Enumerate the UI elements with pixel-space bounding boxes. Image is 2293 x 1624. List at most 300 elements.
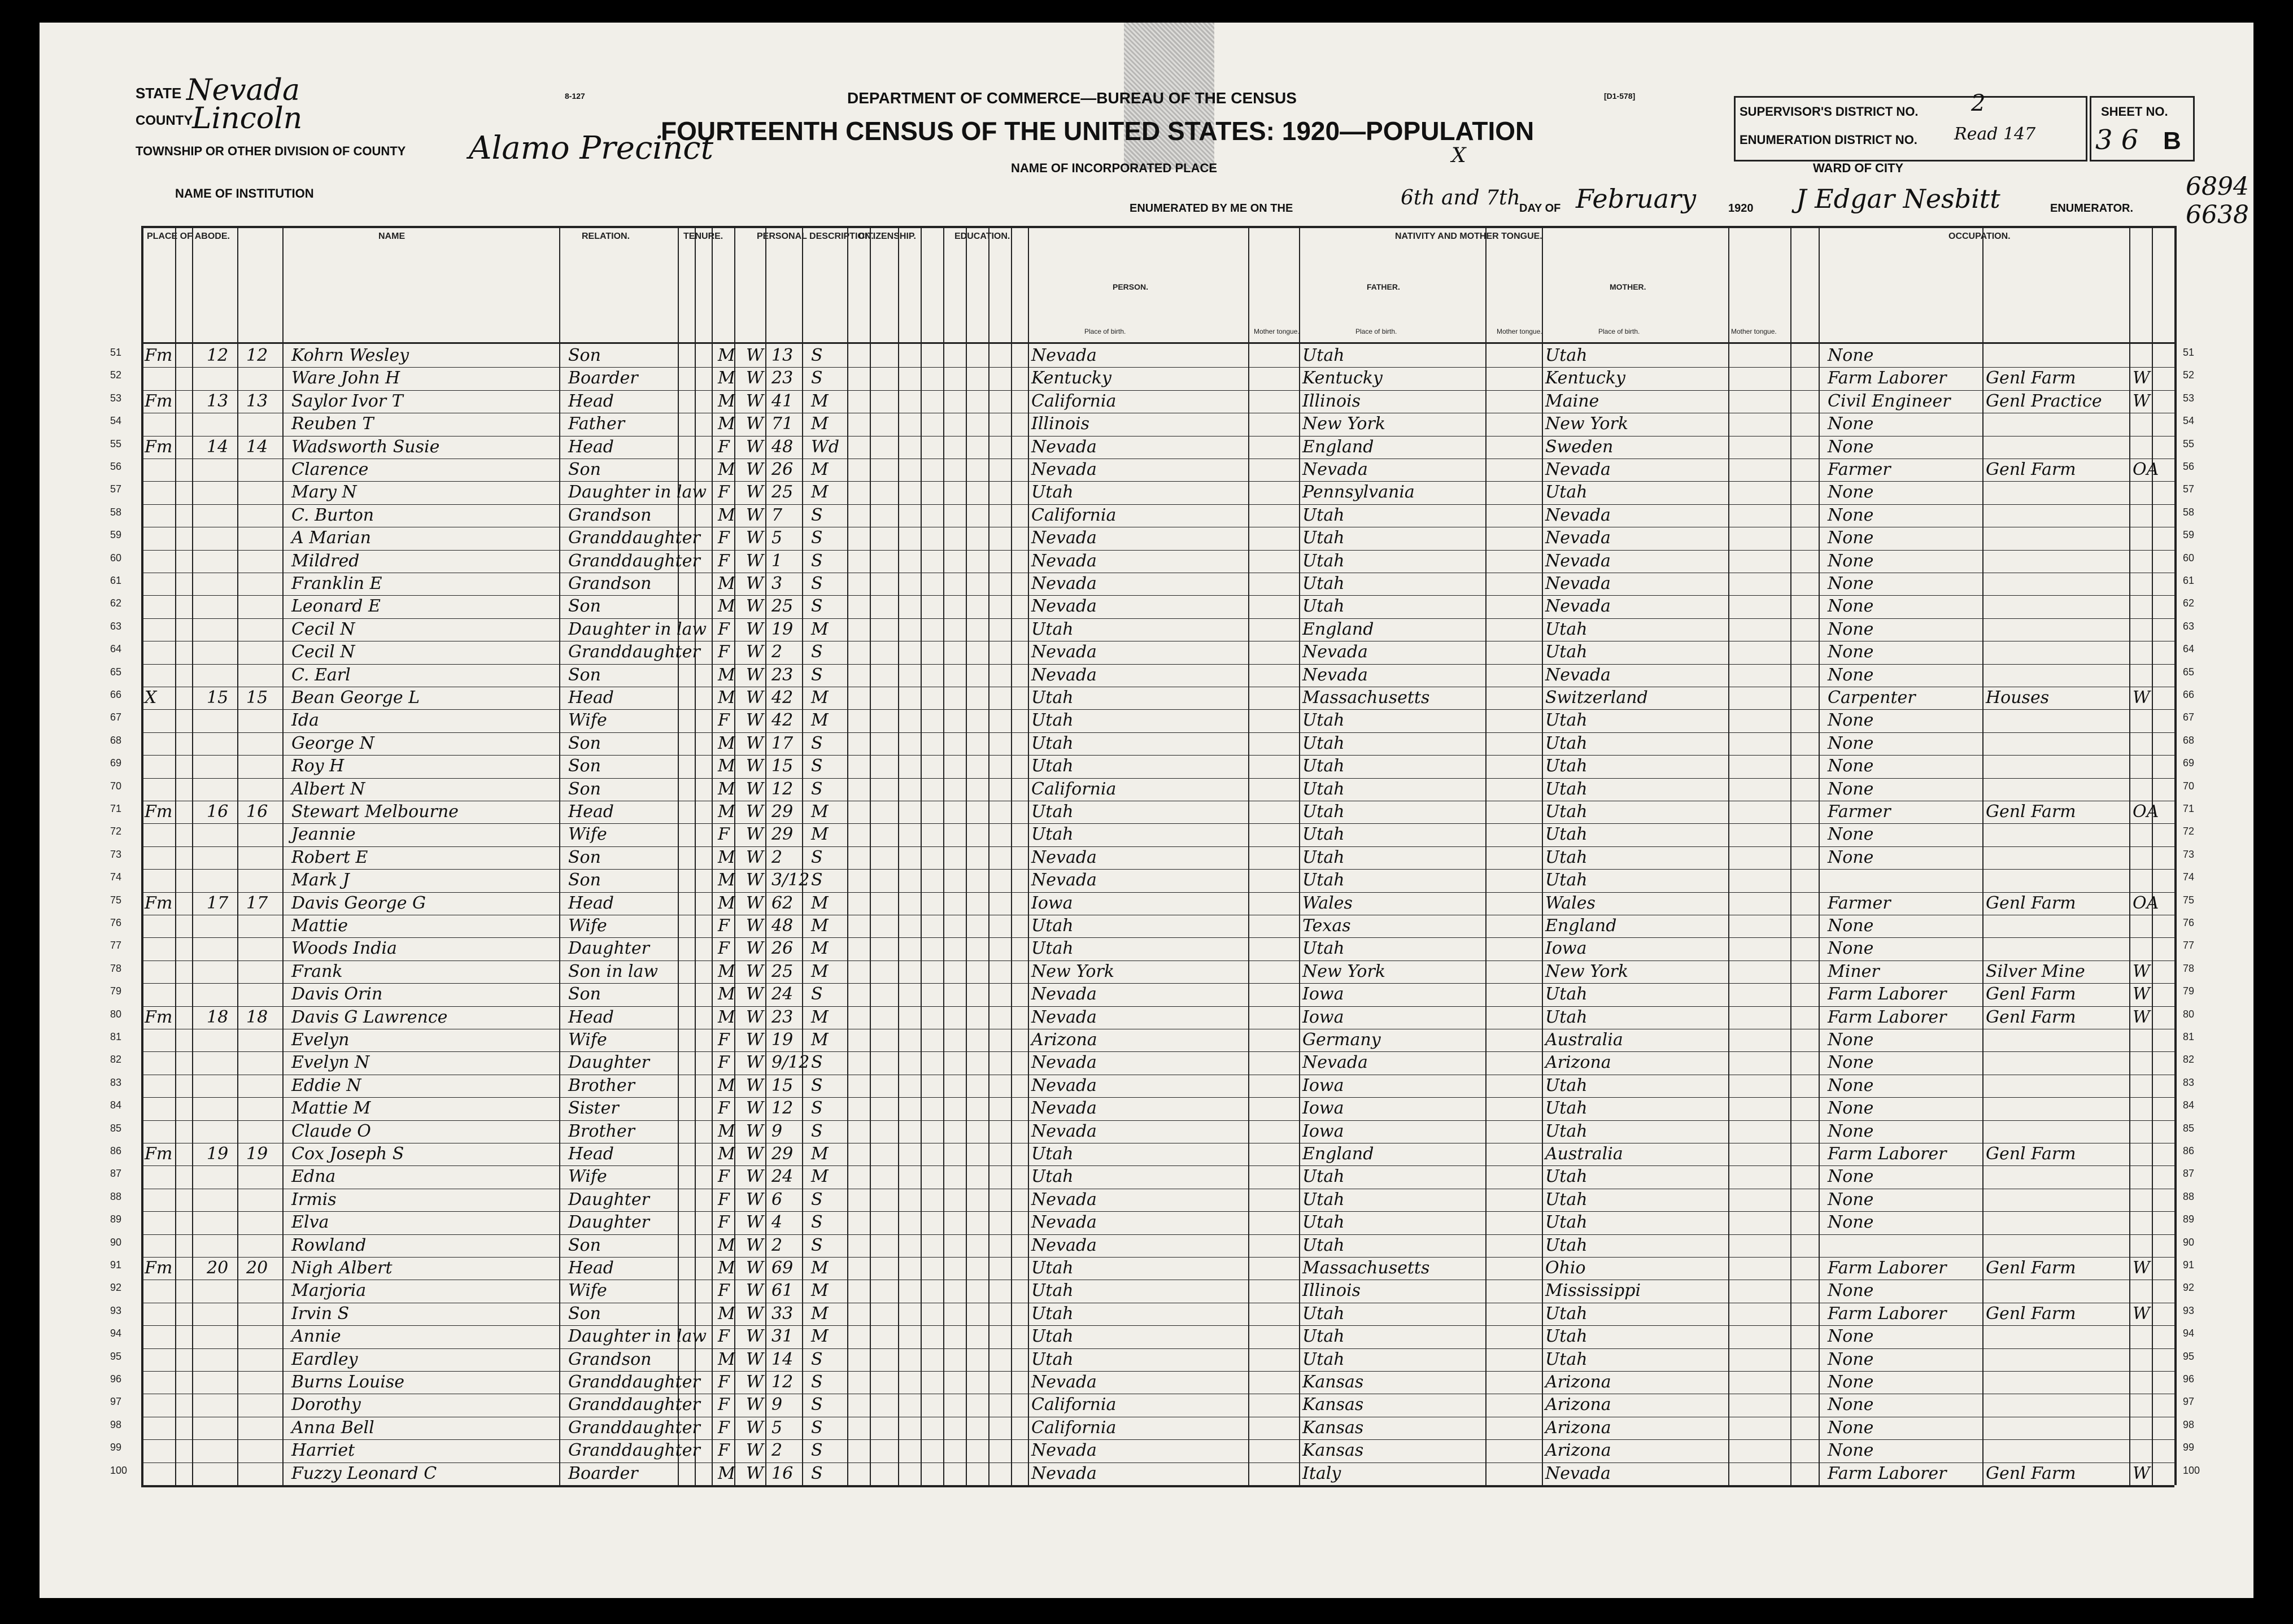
- cell-age: 12: [771, 779, 794, 799]
- cell-name: Mattie: [291, 916, 348, 936]
- cell-father-birth: Utah: [1302, 710, 1345, 731]
- cell-marital: S: [811, 1417, 823, 1438]
- cell-street: Fm: [145, 1144, 173, 1164]
- cell-age: 3: [771, 574, 783, 593]
- enumerated-label: ENUMERATED BY ME ON THE: [1130, 202, 1293, 215]
- cell-race: W: [746, 551, 764, 571]
- line-number-right: 73: [2183, 848, 2195, 860]
- cell-mother-birth: Mississippi: [1545, 1281, 1641, 1301]
- cell-street: Fm: [145, 346, 173, 365]
- line-number-right: 66: [2183, 689, 2195, 700]
- cell-race: W: [746, 870, 764, 890]
- table-row: [40, 1051, 2253, 1074]
- cell-occupation: None: [1828, 528, 1874, 548]
- line-number-right: 54: [2183, 415, 2195, 427]
- cell-street: [145, 460, 180, 480]
- cell-sex: M: [718, 1121, 735, 1141]
- cell-age: 2: [771, 642, 783, 662]
- cell-father-birth: Utah: [1302, 528, 1345, 548]
- cell-race: W: [746, 505, 764, 525]
- cell-age: 23: [771, 665, 794, 685]
- cell-marital: M: [811, 1326, 829, 1347]
- cell-birth: Utah: [1031, 938, 1074, 959]
- cell-age: 71: [771, 414, 794, 434]
- cell-industry: Genl Farm: [1986, 460, 2076, 479]
- cell-industry: [1986, 1395, 2122, 1415]
- cell-house: 17: [207, 893, 229, 913]
- enumeration-label: ENUMERATION DISTRICT NO.: [1740, 133, 1917, 147]
- cell-father-birth: Nevada: [1302, 642, 1368, 662]
- cell-father-birth: Utah: [1302, 505, 1345, 525]
- cell-marital: S: [811, 368, 823, 388]
- cell-birth: Utah: [1031, 1144, 1074, 1164]
- cell-occupation: None: [1828, 346, 1874, 365]
- cell-industry: [1986, 1440, 2122, 1461]
- cell-industry: Genl Farm: [1986, 1007, 2076, 1027]
- cell-class: [2133, 642, 2173, 662]
- line-number: 67: [110, 711, 122, 723]
- cell-house: 14: [207, 436, 229, 457]
- cell-marital: S: [811, 1189, 823, 1210]
- line-number: 77: [110, 940, 122, 951]
- cell-race: W: [746, 1121, 764, 1141]
- line-number: 78: [110, 962, 122, 974]
- line-number-right: 89: [2183, 1213, 2195, 1225]
- cell-class: W: [2133, 368, 2150, 388]
- cell-family: [246, 1440, 276, 1461]
- line-number: 58: [110, 506, 122, 518]
- cell-class: [2133, 779, 2173, 800]
- line-number: 73: [110, 848, 122, 860]
- cell-birth: Nevada: [1031, 1121, 1097, 1141]
- cell-family: [246, 1098, 276, 1119]
- cell-sex: M: [718, 368, 735, 388]
- cell-street: [145, 1350, 180, 1370]
- cell-street: [145, 824, 180, 845]
- cell-sex: F: [718, 824, 730, 845]
- cell-class: [2133, 1281, 2173, 1301]
- cell-family: [246, 1167, 276, 1187]
- cell-house: [207, 1464, 236, 1484]
- cell-name: Kohrn Wesley: [291, 346, 409, 365]
- column-group-heading: CITIZENSHIP.: [858, 232, 916, 241]
- cell-mother-birth: Utah: [1545, 870, 1588, 890]
- cell-father-birth: Iowa: [1302, 984, 1344, 1005]
- cell-marital: M: [811, 824, 829, 845]
- form-id: [D1-578]: [1604, 91, 1636, 101]
- cell-relation: Daughter: [568, 938, 649, 959]
- cell-age: 26: [771, 938, 794, 959]
- cell-name: Jeannie: [291, 824, 356, 845]
- cell-mother-birth: Arizona: [1545, 1395, 1611, 1415]
- cell-relation: Head: [568, 391, 614, 411]
- cell-race: W: [746, 619, 764, 639]
- cell-street: [145, 1418, 180, 1438]
- cell-name: Frank: [291, 961, 343, 981]
- cell-father-birth: Kansas: [1302, 1440, 1364, 1461]
- cell-family: [246, 710, 276, 731]
- cell-race: W: [746, 916, 764, 936]
- cell-house: [207, 1098, 236, 1119]
- cell-occupation: None: [1828, 482, 1874, 503]
- table-row: [40, 937, 2253, 960]
- table-row: [40, 504, 2253, 527]
- cell-age: 61: [771, 1281, 794, 1301]
- cell-industry: [1986, 619, 2122, 640]
- cell-industry: [1986, 1076, 2122, 1096]
- cell-name: Elva: [291, 1212, 329, 1233]
- cell-class: [2133, 734, 2173, 754]
- cell-industry: Houses: [1986, 688, 2050, 708]
- cell-race: W: [746, 391, 764, 411]
- cell-sex: F: [718, 1326, 730, 1347]
- line-number-right: 61: [2183, 575, 2195, 586]
- cell-class: W: [2133, 1007, 2150, 1027]
- cell-father-birth: Utah: [1302, 756, 1345, 776]
- cell-class: W: [2133, 961, 2150, 981]
- cell-class: [2133, 1395, 2173, 1415]
- cell-street: [145, 642, 180, 662]
- line-number-right: 84: [2183, 1099, 2195, 1111]
- cell-birth: Utah: [1031, 1349, 1074, 1369]
- cell-sex: M: [718, 460, 735, 479]
- cell-race: W: [746, 1212, 764, 1233]
- cell-age: 7: [771, 505, 783, 525]
- line-number: 95: [110, 1350, 122, 1362]
- table-row: [40, 869, 2253, 892]
- cell-birth: Nevada: [1031, 1372, 1097, 1392]
- cell-occupation: None: [1828, 779, 1874, 799]
- cell-name: Stewart Melbourne: [291, 802, 459, 822]
- line-number-right: 52: [2183, 369, 2195, 381]
- cell-class: [2133, 665, 2173, 686]
- cell-marital: S: [811, 1440, 823, 1461]
- table-row: [40, 1097, 2253, 1120]
- cell-relation: Granddaughter: [568, 1417, 700, 1438]
- cell-occupation: Farmer: [1828, 893, 1891, 913]
- cell-class: [2133, 1212, 2173, 1233]
- cell-age: 19: [771, 619, 794, 639]
- cell-family: [246, 528, 276, 548]
- cell-father-birth: Utah: [1302, 733, 1345, 753]
- cell-father-birth: Pennsylvania: [1302, 482, 1415, 503]
- cell-occupation: Farm Laborer: [1828, 368, 1947, 388]
- cell-birth: Nevada: [1031, 1098, 1097, 1119]
- cell-class: [2133, 1053, 2173, 1073]
- table-row: [40, 1303, 2253, 1325]
- cell-father-birth: Utah: [1302, 574, 1345, 593]
- cell-class: OA: [2133, 893, 2159, 913]
- cell-birth: Kentucky: [1031, 368, 1111, 388]
- line-number-right: 75: [2183, 894, 2195, 906]
- table-row: [40, 709, 2253, 732]
- cell-race: W: [746, 528, 764, 548]
- cell-birth: Utah: [1031, 1326, 1074, 1347]
- cell-family: 15: [246, 688, 268, 708]
- cell-relation: Granddaughter: [568, 1440, 700, 1461]
- cell-father-birth: Wales: [1302, 893, 1353, 913]
- line-number-right: 85: [2183, 1122, 2195, 1134]
- line-number-right: 82: [2183, 1054, 2195, 1066]
- cell-class: [2133, 346, 2173, 366]
- cell-age: 9: [771, 1121, 783, 1141]
- cell-name: Claude O: [291, 1121, 371, 1141]
- cell-birth: Utah: [1031, 756, 1074, 776]
- nativity-column-label: Place of birth.: [1084, 328, 1126, 335]
- cell-sex: M: [718, 870, 735, 890]
- cell-race: W: [746, 847, 764, 867]
- cell-street: [145, 779, 180, 800]
- line-number: 81: [110, 1031, 122, 1042]
- cell-family: [246, 619, 276, 640]
- cell-family: 16: [246, 802, 268, 822]
- line-number: 93: [110, 1304, 122, 1316]
- line-number-right: 96: [2183, 1373, 2195, 1385]
- line-number: 76: [110, 917, 122, 928]
- cell-mother-birth: Utah: [1545, 756, 1588, 776]
- cell-marital: Wd: [811, 436, 840, 457]
- cell-industry: [1986, 916, 2122, 936]
- line-number: 66: [110, 689, 122, 700]
- cell-family: [246, 779, 276, 800]
- line-number-right: 80: [2183, 1008, 2195, 1020]
- line-number-right: 59: [2183, 529, 2195, 541]
- cell-class: W: [2133, 1463, 2150, 1483]
- line-number: 90: [110, 1236, 122, 1248]
- cell-birth: Nevada: [1031, 1007, 1097, 1027]
- cell-name: Cecil N: [291, 642, 355, 662]
- table-row: [40, 641, 2253, 663]
- cell-occupation: None: [1828, 938, 1874, 959]
- cell-street: [145, 505, 180, 526]
- cell-age: 25: [771, 596, 794, 617]
- cell-occupation: None: [1828, 1075, 1874, 1095]
- cell-family: [246, 505, 276, 526]
- cell-street: [145, 1464, 180, 1484]
- cell-race: W: [746, 1395, 764, 1415]
- cell-birth: Nevada: [1031, 1189, 1097, 1210]
- cell-occupation: None: [1828, 1098, 1874, 1119]
- cell-name: Dorothy: [291, 1395, 361, 1415]
- cell-occupation: None: [1828, 1326, 1874, 1347]
- cell-industry: [1986, 1098, 2122, 1119]
- cell-class: [2133, 1372, 2173, 1392]
- cell-relation: Son: [568, 733, 601, 753]
- cell-birth: Nevada: [1031, 528, 1097, 548]
- line-number: 75: [110, 894, 122, 906]
- cell-sex: F: [718, 1212, 730, 1233]
- table-row: [40, 1439, 2253, 1462]
- cell-sex: F: [718, 619, 730, 639]
- cell-father-birth: Italy: [1302, 1463, 1341, 1483]
- cell-birth: Arizona: [1031, 1030, 1097, 1050]
- cell-street: Fm: [145, 436, 173, 457]
- cell-marital: S: [811, 1212, 823, 1233]
- cell-birth: California: [1031, 779, 1117, 799]
- cell-street: [145, 1167, 180, 1187]
- cell-birth: Illinois: [1031, 414, 1090, 434]
- cell-relation: Son: [568, 665, 601, 685]
- cell-age: 15: [771, 756, 794, 776]
- cell-mother-birth: New York: [1545, 414, 1628, 434]
- cell-age: 2: [771, 847, 783, 867]
- cell-relation: Daughter: [568, 1212, 649, 1233]
- line-number-right: 86: [2183, 1145, 2195, 1156]
- cell-relation: Son: [568, 779, 601, 799]
- cell-occupation: Civil Engineer: [1828, 391, 1951, 411]
- table-row: [40, 755, 2253, 778]
- cell-age: 16: [771, 1463, 794, 1483]
- cell-name: Davis Orin: [291, 984, 383, 1005]
- cell-relation: Granddaughter: [568, 1395, 700, 1415]
- table-row: [40, 481, 2253, 504]
- cell-age: 26: [771, 460, 794, 479]
- cell-street: [145, 1440, 180, 1461]
- cell-birth: Utah: [1031, 619, 1074, 639]
- cell-marital: M: [811, 688, 829, 708]
- cell-sex: M: [718, 733, 735, 753]
- cell-mother-birth: Utah: [1545, 1212, 1588, 1233]
- cell-family: [246, 1030, 276, 1050]
- line-number: 91: [110, 1259, 122, 1271]
- table-row: [40, 367, 2253, 390]
- table-row: [40, 1394, 2253, 1416]
- cell-sex: M: [718, 688, 735, 708]
- cell-relation: Daughter in law: [568, 482, 707, 503]
- enumeration-value: Read 147: [1954, 124, 2036, 144]
- cell-family: [246, 551, 276, 571]
- cell-house: [207, 1304, 236, 1324]
- line-number-right: 67: [2183, 711, 2195, 723]
- cell-name: C. Burton: [291, 505, 374, 525]
- cell-house: [207, 528, 236, 548]
- cell-sex: M: [718, 1303, 735, 1324]
- cell-house: [207, 642, 236, 662]
- cell-house: [207, 1121, 236, 1142]
- cell-birth: Nevada: [1031, 574, 1097, 593]
- margin-note-1: 6894: [2186, 172, 2249, 201]
- cell-industry: Silver Mine: [1986, 961, 2085, 981]
- cell-mother-birth: Utah: [1545, 1167, 1588, 1187]
- cell-age: 29: [771, 802, 794, 822]
- cell-race: W: [746, 482, 764, 503]
- cell-name: Wadsworth Susie: [291, 436, 440, 457]
- cell-industry: [1986, 596, 2122, 617]
- cell-name: Roy H: [291, 756, 345, 776]
- cell-industry: [1986, 505, 2122, 526]
- cell-marital: M: [811, 1030, 829, 1050]
- cell-birth: Nevada: [1031, 1075, 1097, 1095]
- cell-race: W: [746, 961, 764, 981]
- line-number: 94: [110, 1328, 122, 1339]
- cell-relation: Granddaughter: [568, 551, 700, 571]
- cell-father-birth: Iowa: [1302, 1098, 1344, 1119]
- cell-birth: Nevada: [1031, 596, 1097, 617]
- cell-mother-birth: Nevada: [1545, 460, 1611, 479]
- cell-father-birth: England: [1302, 436, 1374, 457]
- cell-name: C. Earl: [291, 665, 351, 685]
- cell-class: [2133, 574, 2173, 594]
- cell-mother-birth: Utah: [1545, 619, 1588, 639]
- cell-race: W: [746, 1030, 764, 1050]
- cell-mother-birth: Arizona: [1545, 1417, 1611, 1438]
- table-row: [40, 459, 2253, 481]
- cell-mother-birth: Utah: [1545, 482, 1588, 503]
- cell-occupation: None: [1828, 551, 1874, 571]
- nativity-column-label: Mother tongue.: [1254, 328, 1300, 335]
- cell-mother-birth: Australia: [1545, 1144, 1623, 1164]
- institution-label: NAME OF INSTITUTION: [175, 186, 314, 200]
- enumerator-label: ENUMERATOR.: [2050, 202, 2134, 215]
- column-group-heading: RELATION.: [582, 232, 630, 241]
- cell-sex: M: [718, 984, 735, 1005]
- cell-industry: Genl Farm: [1986, 802, 2076, 822]
- cell-race: W: [746, 436, 764, 457]
- cell-father-birth: Utah: [1302, 596, 1345, 617]
- cell-marital: M: [811, 1167, 829, 1187]
- state-value: Nevada: [186, 73, 300, 107]
- table-row: [40, 1165, 2253, 1188]
- cell-relation: Son: [568, 1303, 601, 1324]
- cell-sex: M: [718, 574, 735, 593]
- table-row: [40, 846, 2253, 869]
- line-number: 97: [110, 1396, 122, 1408]
- cell-mother-birth: Utah: [1545, 1326, 1588, 1347]
- cell-family: 18: [246, 1007, 268, 1027]
- cell-sex: M: [718, 391, 735, 411]
- cell-name: Ware John H: [291, 368, 400, 388]
- cell-marital: S: [811, 870, 823, 890]
- cell-race: W: [746, 1189, 764, 1210]
- cell-sex: F: [718, 1189, 730, 1210]
- cell-name: Ida: [291, 710, 319, 731]
- cell-family: 20: [246, 1258, 268, 1278]
- table-row: [40, 1029, 2253, 1051]
- cell-marital: S: [811, 1395, 823, 1415]
- cell-class: [2133, 1326, 2173, 1347]
- cell-class: [2133, 482, 2173, 503]
- cell-marital: M: [811, 961, 829, 981]
- cell-mother-birth: New York: [1545, 961, 1628, 981]
- cell-mother-birth: Utah: [1545, 1189, 1588, 1210]
- cell-father-birth: Massachusetts: [1302, 688, 1430, 708]
- cell-house: [207, 1167, 236, 1187]
- cell-birth: Utah: [1031, 1303, 1074, 1324]
- cell-relation: Head: [568, 1258, 614, 1278]
- cell-sex: F: [718, 1440, 730, 1461]
- cell-occupation: None: [1828, 847, 1874, 867]
- line-number: 59: [110, 529, 122, 541]
- table-row: [40, 801, 2253, 823]
- cell-family: [246, 642, 276, 662]
- cell-family: [246, 756, 276, 776]
- cell-occupation: None: [1828, 1121, 1874, 1141]
- cell-house: 15: [207, 688, 229, 708]
- cell-street: [145, 1190, 180, 1210]
- cell-age: 2: [771, 1235, 783, 1255]
- cell-relation: Boarder: [568, 368, 638, 388]
- line-number-right: 95: [2183, 1350, 2195, 1362]
- cell-age: 42: [771, 688, 794, 708]
- cell-father-birth: Utah: [1302, 346, 1345, 365]
- line-number-right: 57: [2183, 483, 2195, 495]
- cell-relation: Daughter in law: [568, 619, 707, 639]
- cell-marital: S: [811, 665, 823, 685]
- cell-family: [246, 574, 276, 594]
- table-row: [40, 1257, 2253, 1280]
- cell-father-birth: Nevada: [1302, 1053, 1368, 1073]
- cell-race: W: [746, 574, 764, 593]
